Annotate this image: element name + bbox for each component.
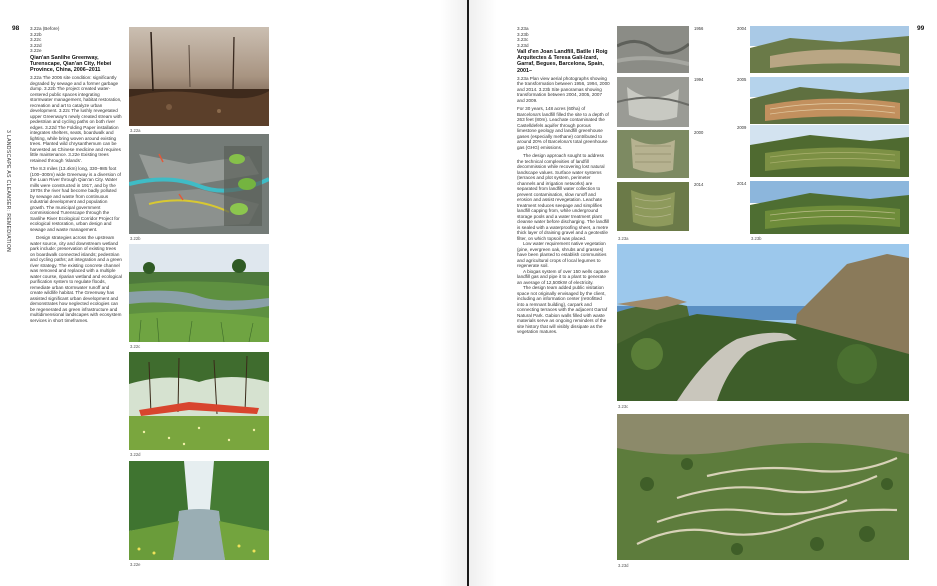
figure-ref: 3.22e [30,48,42,53]
aerial-photo-1956 [617,26,689,73]
body-paragraph: For 30 years, 148 acres (60ha) of Barcelona's landfill filled the site to a depth of 263 feet (80m). Leachate contaminated the Castelldefels aquifer through porous limestone geology and landfill greenhouse gases (especially methane) contributed to around 20% of Barcelona's total greenhouse gas (GHG) emissions. [517,106,609,150]
photo-stream-greenway [129,244,269,342]
photo-tree-islands [129,461,269,560]
figure-ref: 3.23b [517,31,529,37]
photo-caption: 3.23d [618,563,629,568]
figure-ref: 3.23a [517,26,529,31]
photo-caption: 3.22c [130,344,141,349]
figure-ref: 3.22b [30,31,42,37]
figure-ref: 3.23c [517,37,529,42]
figure-ref: 3.23d [517,42,529,48]
body-paragraph: The design team added public visitation space not originally envisaged by the client, including an information center (retrofitted into a remnant building), carpark and connecting terraces with the adjacent Garraf Natural Park. Gabion walls filled with waste materials serve as ongoing reminders of the site history that will visibly dissipate as the vegetation matures. [517,285,608,335]
panorama-photo-2009 [750,125,909,177]
aerial-photo-1994 [617,77,689,127]
photo-coastal-road [617,244,909,401]
year-label: 1994 [694,77,704,82]
project-title: Qian'an Sanlihe Greenway, Turenscape, Qian'an City, Hebei Province, China, 2006–2011 [30,54,112,73]
panorama-photo-2005 [750,77,909,124]
panorama-photo-2014 [750,181,909,234]
running-head-text: 3 LANDSCAPE AS CLEANSER: REMEDIATION [5,130,11,253]
year-label: 2014 [694,182,704,187]
running-head [3,130,13,260]
year-label: 1956 [694,26,704,31]
photo-caption: 3.22b [130,236,141,241]
photo-site-plan [129,134,269,234]
figure-ref: 3.22a (Before) [30,26,60,31]
left-page-number: 98 [12,25,20,32]
photo-site-before [129,27,269,126]
figure-ref: 3.22c [30,37,42,42]
figure-captions: 3.22a The 2006 site condition: significantly degraded by sewage and a former garbage dump. 3.22b The project created water-centered public spaces integrating stormwater management, habitat restoration, recreation and art to catalyze urban development. 3.22c The lushly revegetated upper Greenway's newly created stream with pedestrian and cycling paths on both river edges. 3.22d The Folding Paper installation integrates shelters, seats, boardwalk and lighting, while bring woven around existing trees. Planted wild chrysanthemum can be harvested as Chinese medicine and requires little maintenance. 3.22e Existing trees retained through 'islands'. [30,75,122,163]
right-page-number: 99 [917,25,925,32]
left-text-column [30,26,122,323]
figure-captions: 3.23a Plan view aerial photographs showing the transformation between 1956, 1994, 2000 and 2014. 3.23b Site panoramas showing transformation between 2004, 2005, 2007 and 2009. [517,75,610,103]
aerial-photo-2000 [617,130,689,178]
right-text-column [517,26,610,335]
body-paragraph: The 8.3 miles (13.4km) long, 330–985 foot (100–300m) wide Greenway is a diversion of the Luan River through Qian'an City. Water mills were constructed in 1917, and by the 1970s the river had become badly polluted by sewage and waste from continuous industrial development and population growth. The municipal government commissioned Turenscape through the Sanlihe River Ecological Corridor Project for ecological restoration, urban design and sewage and waste management. [30,166,121,232]
photo-folding-paper [129,352,269,450]
photo-caption: 3.23c [618,404,629,409]
year-label: 2009 [737,125,747,130]
photo-caption: 3.22d [130,452,141,457]
photo-caption: 3.22a [130,128,141,133]
photo-caption: 3.23a [618,236,629,241]
year-label: 2000 [694,130,704,135]
photo-caption: 3.22e [130,562,141,567]
year-label: 2014 [737,181,747,186]
figure-ref: 3.22d [30,42,42,48]
body-paragraph: A biogas system of over 150 wells capture landfill gas and pipe it to a plant to generate an average of 12,500kW of electricity. [517,268,609,285]
body-paragraph: Low water requirement native vegetation (pine, evergreen oak, shrubs and grasses) have been planted to establish communities and agricultural crops of local legumes to regenerate soil. [517,241,607,269]
year-label: 2004 [737,26,747,31]
photo-terraces [617,414,909,560]
body-paragraph: Design strategies across the upstream water source, city and downstream wetland park include: preservation of existing trees on boardwalk connected islands; pedestrian and cycling paths; art integration and a green river strategy. The existing concrete channel was removed and replaced with a multiple water course, riparian wetland and ecological purification system to regulate floods, remediate urban stormwater runoff and create wildlife habitat. The Greenway has assisted significant urban development and demonstrates how neglected ecologies can be regenerated as green infrastructure and multidimensional landscapes with ecosystem services in short timeframes. [30,235,122,323]
body-paragraph: The design approach sought to address the technical complexities of landfill decommission while recovering lost natural landscape values. Surface water systems (terraces and plot system, perimeter channels and irrigation networks) are separated from landfill water collection to prevent contamination, slow runoff and erosion and assist revegetation. Leachate treatment reduces seepage and simplifies landfill capping from, while underground storage pools and a water treatment plant cleanse water before discharging. The landfill is sealed with a waterproofing sheet, a metre thick layer of draining gravel and a geotextile filter, on which topsoil was placed. [517,153,610,241]
aerial-photo-2014 [617,182,689,231]
photo-caption: 3.23b [751,236,762,241]
panorama-photo-2004 [750,26,909,73]
year-label: 2005 [737,77,747,82]
project-title: Vall d'en Joan Landfill, Batlle i Roig Arquitectes & Teresa Galí-Izard, Garraf, Begues, Barcelona, Spain, 2001– [517,49,608,74]
book-gutter [467,0,469,586]
